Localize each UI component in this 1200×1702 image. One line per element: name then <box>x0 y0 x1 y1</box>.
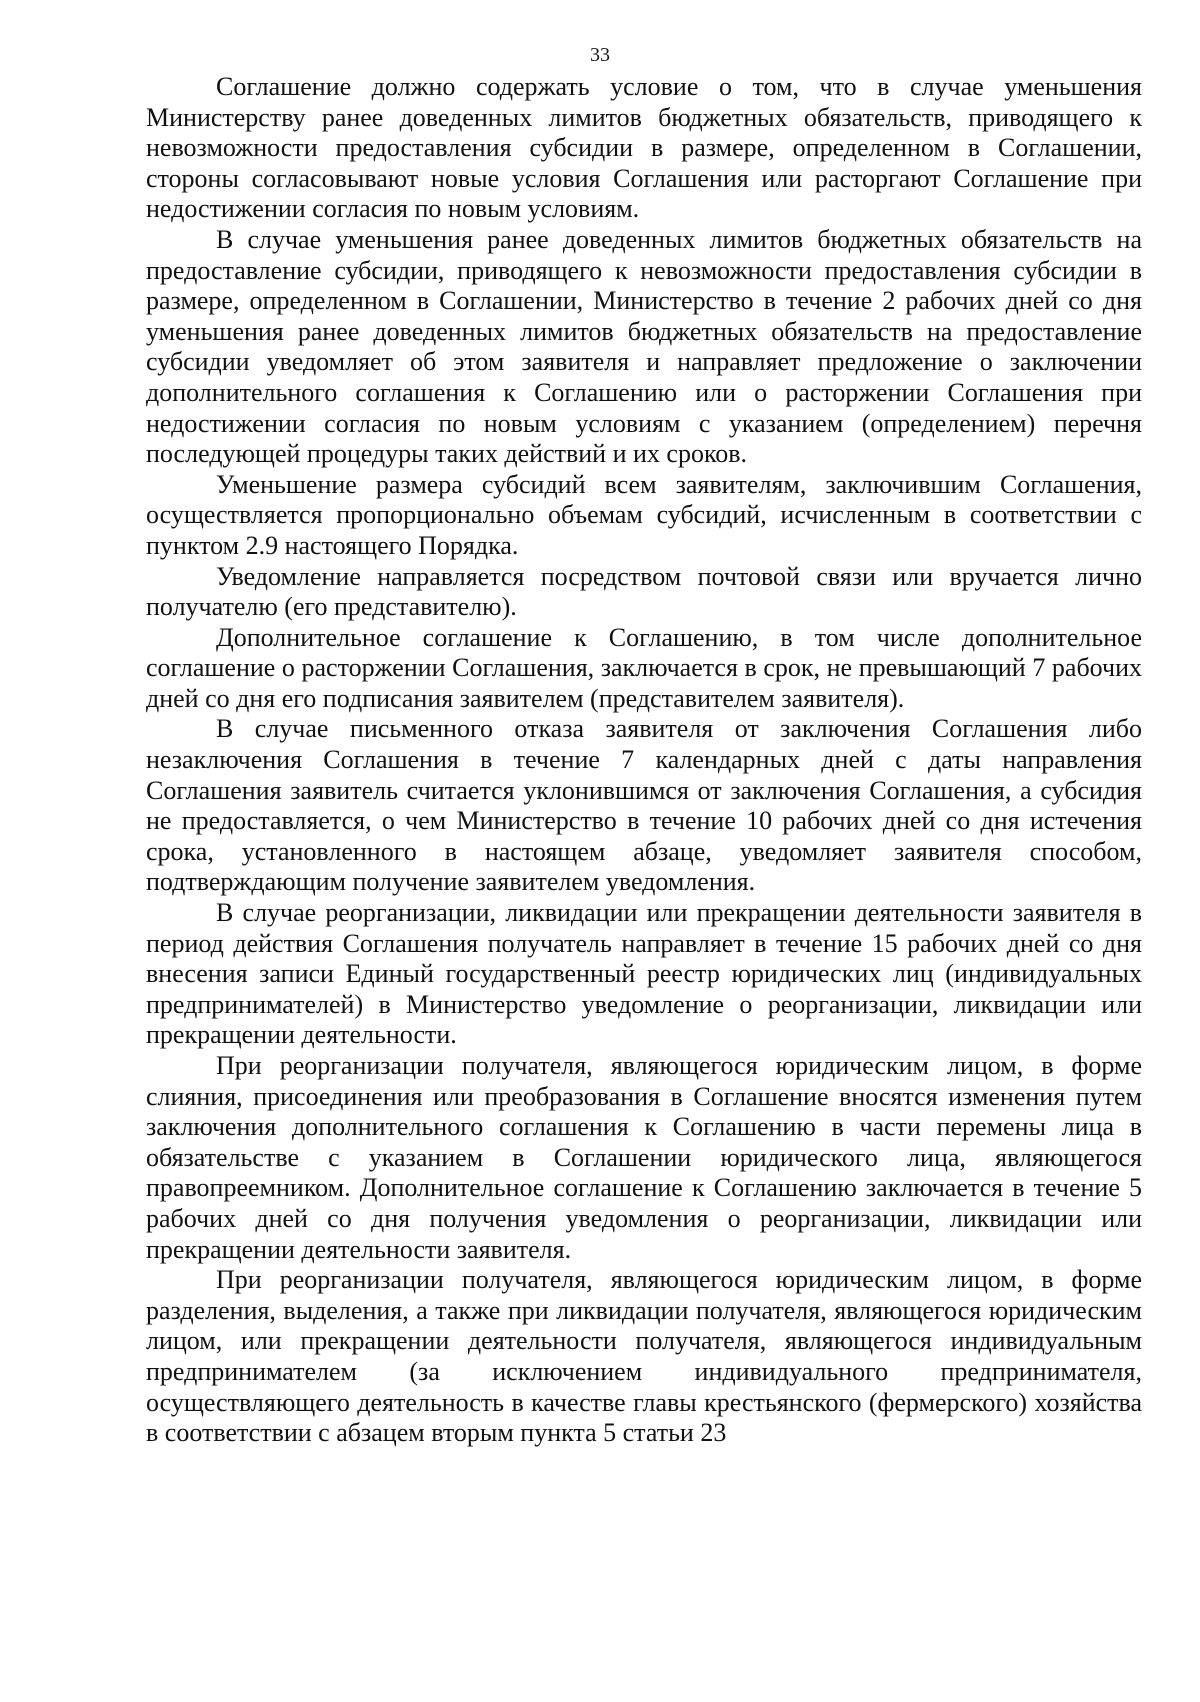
paragraph: Уменьшение размера субсидий всем заявителям, заключившим Соглашения, осуществляется пропорционально объемам субсидий, исчисленным в соответствии с пунктом 2.9 настоящего Порядка. <box>146 469 1142 560</box>
paragraph: Дополнительное соглашение к Соглашению, в том числе дополнительное соглашение о расторжении Соглашения, заключается в срок, не превышающий 7 рабочих дней со дня его подписания заявителем (представителем заявителя). <box>146 622 1142 713</box>
paragraph: Уведомление направляется посредством почтовой связи или вручается лично получателю (его представителю). <box>146 561 1142 622</box>
page-number: 33 <box>590 44 610 66</box>
paragraph: При реорганизации получателя, являющегося юридическим лицом, в форме разделения, выделения, а также при ликвидации получателя, являющегося юридическим лицом, или прекращении деятельности получателя, являющегося индивидуальным предпринимателем (за исключением индивидуального предпринимателя, осуществляющего деятельность в качестве главы крестьянского (фермерского) хозяйства в соответствии с абзацем вторым пункта 5 статьи 23 <box>146 1265 1142 1448</box>
paragraph: В случае письменного отказа заявителя от заключения Соглашения либо незаключения Соглашения в течение 7 календарных дней с даты направления Соглашения заявитель считается уклонившимся от заключения Соглашения, а субсидия не предоставляется, о чем Министерство в течение 10 рабочих дней со дня истечения срока, установленного в настоящем абзаце, уведомляет заявителя способом, подтверждающим получение заявителем уведомления. <box>146 714 1142 897</box>
paragraph: В случае реорганизации, ликвидации или прекращении деятельности заявителя в период действия Соглашения получатель направляет в течение 15 рабочих дней со дня внесения записи Единый государственный реестр юридических лиц (индивидуальных предпринимателей) в Министерство уведомление о реорганизации, ликвидации или прекращении деятельности. <box>146 898 1142 1050</box>
body-text <box>146 72 1142 1449</box>
paragraph: При реорганизации получателя, являющегося юридическим лицом, в форме слияния, присоединения или преобразования в Соглашение вносятся изменения путем заключения дополнительного соглашения к Соглашению в части перемены лица в обязательстве с указанием в Соглашении юридического лица, являющегося правопреемником. Дополнительное соглашение к Соглашению заключается в течение 5 рабочих дней со дня получения уведомления о реорганизации, ликвидации или прекращении деятельности заявителя. <box>146 1051 1142 1264</box>
paragraph: В случае уменьшения ранее доведенных лимитов бюджетных обязательств на предоставление субсидии, приводящего к невозможности предоставления субсидии в размере, определенном в Соглашении, Министерство в течение 2 рабочих дней со дня уменьшения ранее доведенных лимитов бюджетных обязательств на предоставление субсидии уведомляет об этом заявителя и направляет предложение о заключении дополнительного соглашения к Соглашению или о расторжении Соглашения при недостижении согласия по новым условиям с указанием (определением) перечня последующей процедуры таких действий и их сроков. <box>146 224 1142 469</box>
paragraph: Соглашение должно содержать условие о том, что в случае уменьшения Министерству ранее доведенных лимитов бюджетных обязательств, приводящего к невозможности предоставления субсидии в размере, определенном в Соглашении, стороны согласовывают новые условия Соглашения или расторгают Соглашение при недостижении согласия по новым условиям. <box>146 72 1142 224</box>
